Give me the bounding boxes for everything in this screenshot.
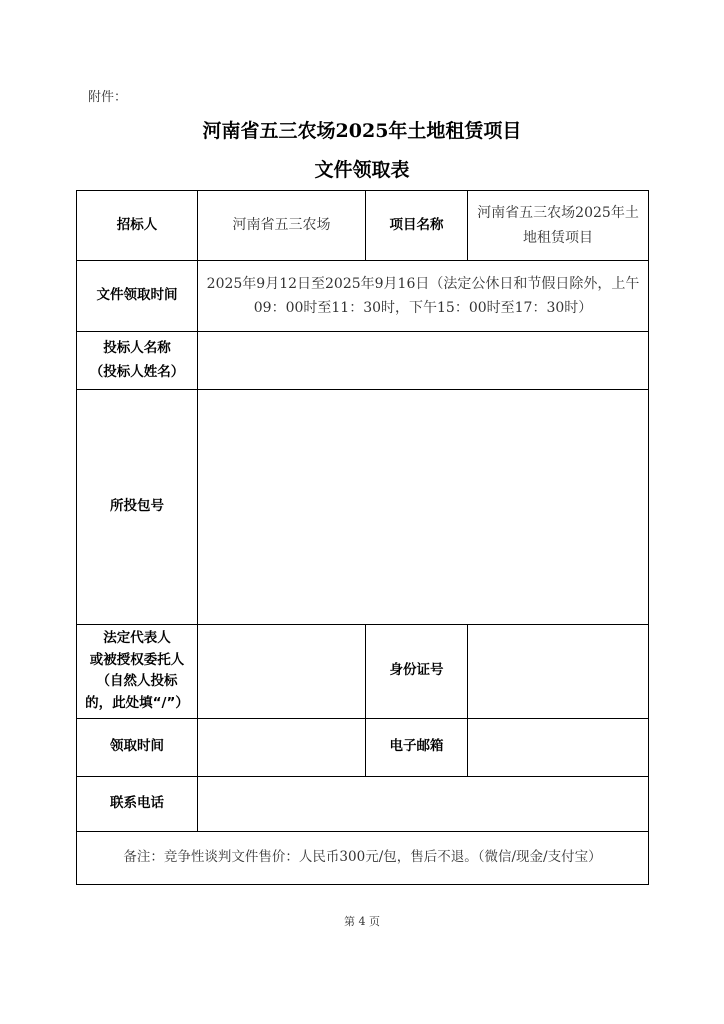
phone-row bbox=[77, 776, 649, 831]
note-row bbox=[77, 831, 649, 884]
package-label: 所投包号 bbox=[77, 390, 198, 624]
legal-rep-label bbox=[77, 624, 198, 718]
phone-label: 联系电话 bbox=[77, 776, 198, 831]
tenderer-value: 河南省五三农场 bbox=[198, 191, 366, 261]
bidder-name-row bbox=[77, 332, 649, 390]
bidder-name-label bbox=[77, 332, 198, 390]
tenderer-row bbox=[77, 191, 649, 261]
email-label: 电子邮箱 bbox=[366, 718, 468, 776]
receive-time-label: 领取时间 bbox=[77, 718, 198, 776]
receive-time-row bbox=[77, 718, 649, 776]
legal-rep-label-line2: 或被授权委托人 bbox=[89, 651, 185, 668]
bidder-name-label-line1: 投标人名称 bbox=[103, 340, 171, 357]
legal-rep-input[interactable] bbox=[198, 624, 366, 718]
document-collection-form bbox=[76, 190, 649, 885]
doc-time-row bbox=[77, 261, 649, 332]
email-input[interactable] bbox=[468, 718, 649, 776]
legal-rep-label-line3: （自然人投标 bbox=[96, 673, 178, 690]
legal-rep-row bbox=[77, 624, 649, 718]
package-row bbox=[77, 390, 649, 624]
phone-input[interactable] bbox=[198, 776, 649, 831]
project-name-value: 河南省五三农场2025年土地租赁项目 bbox=[468, 191, 649, 261]
doc-time-label: 文件领取时间 bbox=[77, 261, 198, 332]
legal-rep-label-line1: 法定代表人 bbox=[103, 629, 171, 646]
note-text: 备注：竞争性谈判文件售价：人民币300元/包，售后不退。（微信/现金/支付宝） bbox=[77, 831, 649, 884]
package-input[interactable] bbox=[198, 390, 649, 624]
tenderer-label: 招标人 bbox=[77, 191, 198, 261]
document-title: 河南省五三农场2025年土地租赁项目 bbox=[202, 120, 522, 142]
project-name-label: 项目名称 bbox=[366, 191, 468, 261]
attachment-label: 附件： bbox=[88, 90, 128, 105]
legal-rep-label-line4: 的，此处填“/”） bbox=[85, 694, 189, 711]
receive-time-input[interactable] bbox=[198, 718, 366, 776]
page-number: 第 4 页 bbox=[344, 915, 380, 928]
id-number-label: 身份证号 bbox=[366, 624, 468, 718]
bidder-name-input[interactable] bbox=[198, 332, 649, 390]
doc-time-value: 2025年9月12日至2025年9月16日（法定公休日和节假日除外，上午09：00时至11：30时，下午15：00时至17：30时） bbox=[198, 261, 649, 332]
id-number-input[interactable] bbox=[468, 624, 649, 718]
form-title: 文件领取表 bbox=[314, 159, 410, 181]
bidder-name-label-line2: （投标人姓名） bbox=[89, 363, 185, 380]
